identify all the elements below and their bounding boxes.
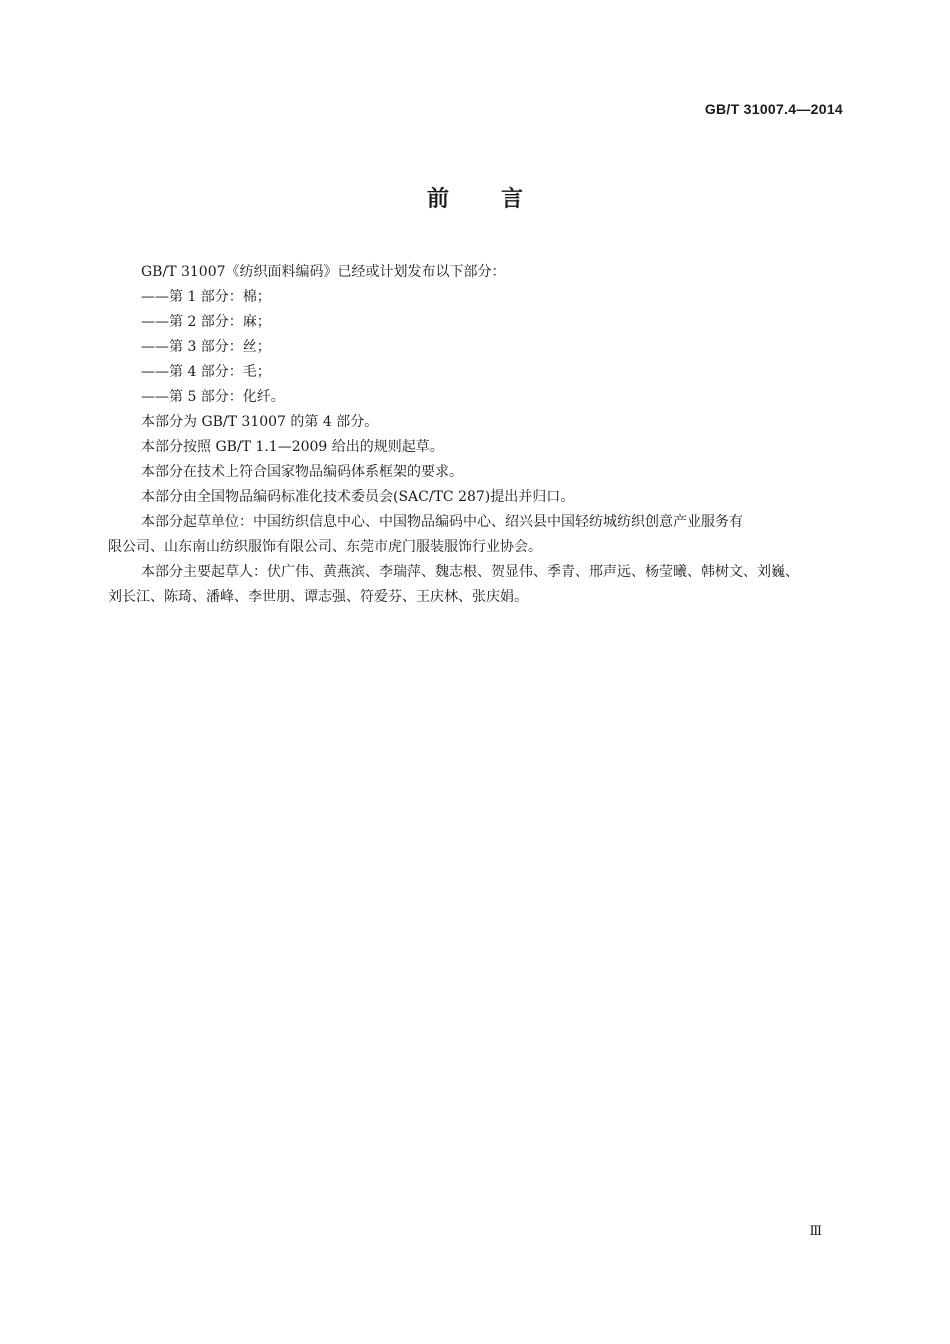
list-item-part2: ——第 2 部分：麻； [141, 314, 271, 330]
list-item-part5: ——第 5 部分：化纤。 [141, 389, 285, 405]
standard-code: GB/T 31007.4—2014 [704, 101, 843, 117]
document-body [108, 260, 843, 610]
drafting-units-line: 限公司、山东南山纺织服饰有限公司、东莞市虎门服装服饰行业协会。 [108, 539, 542, 555]
drafting-units-paragraph [108, 510, 843, 560]
this-part-paragraph: 本部分为 GB/T 31007 的第 4 部分。 [141, 414, 379, 430]
drafting-rules-paragraph: 本部分按照 GB/T 1.1—2009 给出的规则起草。 [141, 439, 444, 455]
proposed-by-paragraph: 本部分由全国物品编码标准化技术委员会(SAC/TC 287)提出并归口。 [141, 489, 575, 505]
drafters-line: 本部分主要起草人：伏广伟、黄燕滨、李瑞萍、魏志根、贺显伟、季青、邢声远、杨莹曦、韩树文、刘巍、 [141, 564, 799, 580]
conformance-paragraph: 本部分在技术上符合国家物品编码体系框架的要求。 [141, 464, 463, 480]
drafters-paragraph [108, 560, 843, 610]
drafting-units-line: 本部分起草单位：中国纺织信息中心、中国物品编码中心、绍兴县中国轻纺城纺织创意产业服务有 [141, 514, 743, 530]
intro-paragraph: GB/T 31007《纺织面料编码》已经或计划发布以下部分： [141, 264, 506, 280]
list-item-part3: ——第 3 部分：丝； [141, 339, 271, 355]
page-title: 前言 [426, 187, 575, 212]
drafters-line: 刘长江、陈琦、潘峰、李世朋、谭志强、符爱芬、王庆林、张庆娟。 [108, 589, 528, 605]
page-number: Ⅲ [809, 1224, 822, 1239]
list-item-part1: ——第 1 部分：棉； [141, 289, 271, 305]
list-item-part4: ——第 4 部分：毛； [141, 364, 271, 380]
